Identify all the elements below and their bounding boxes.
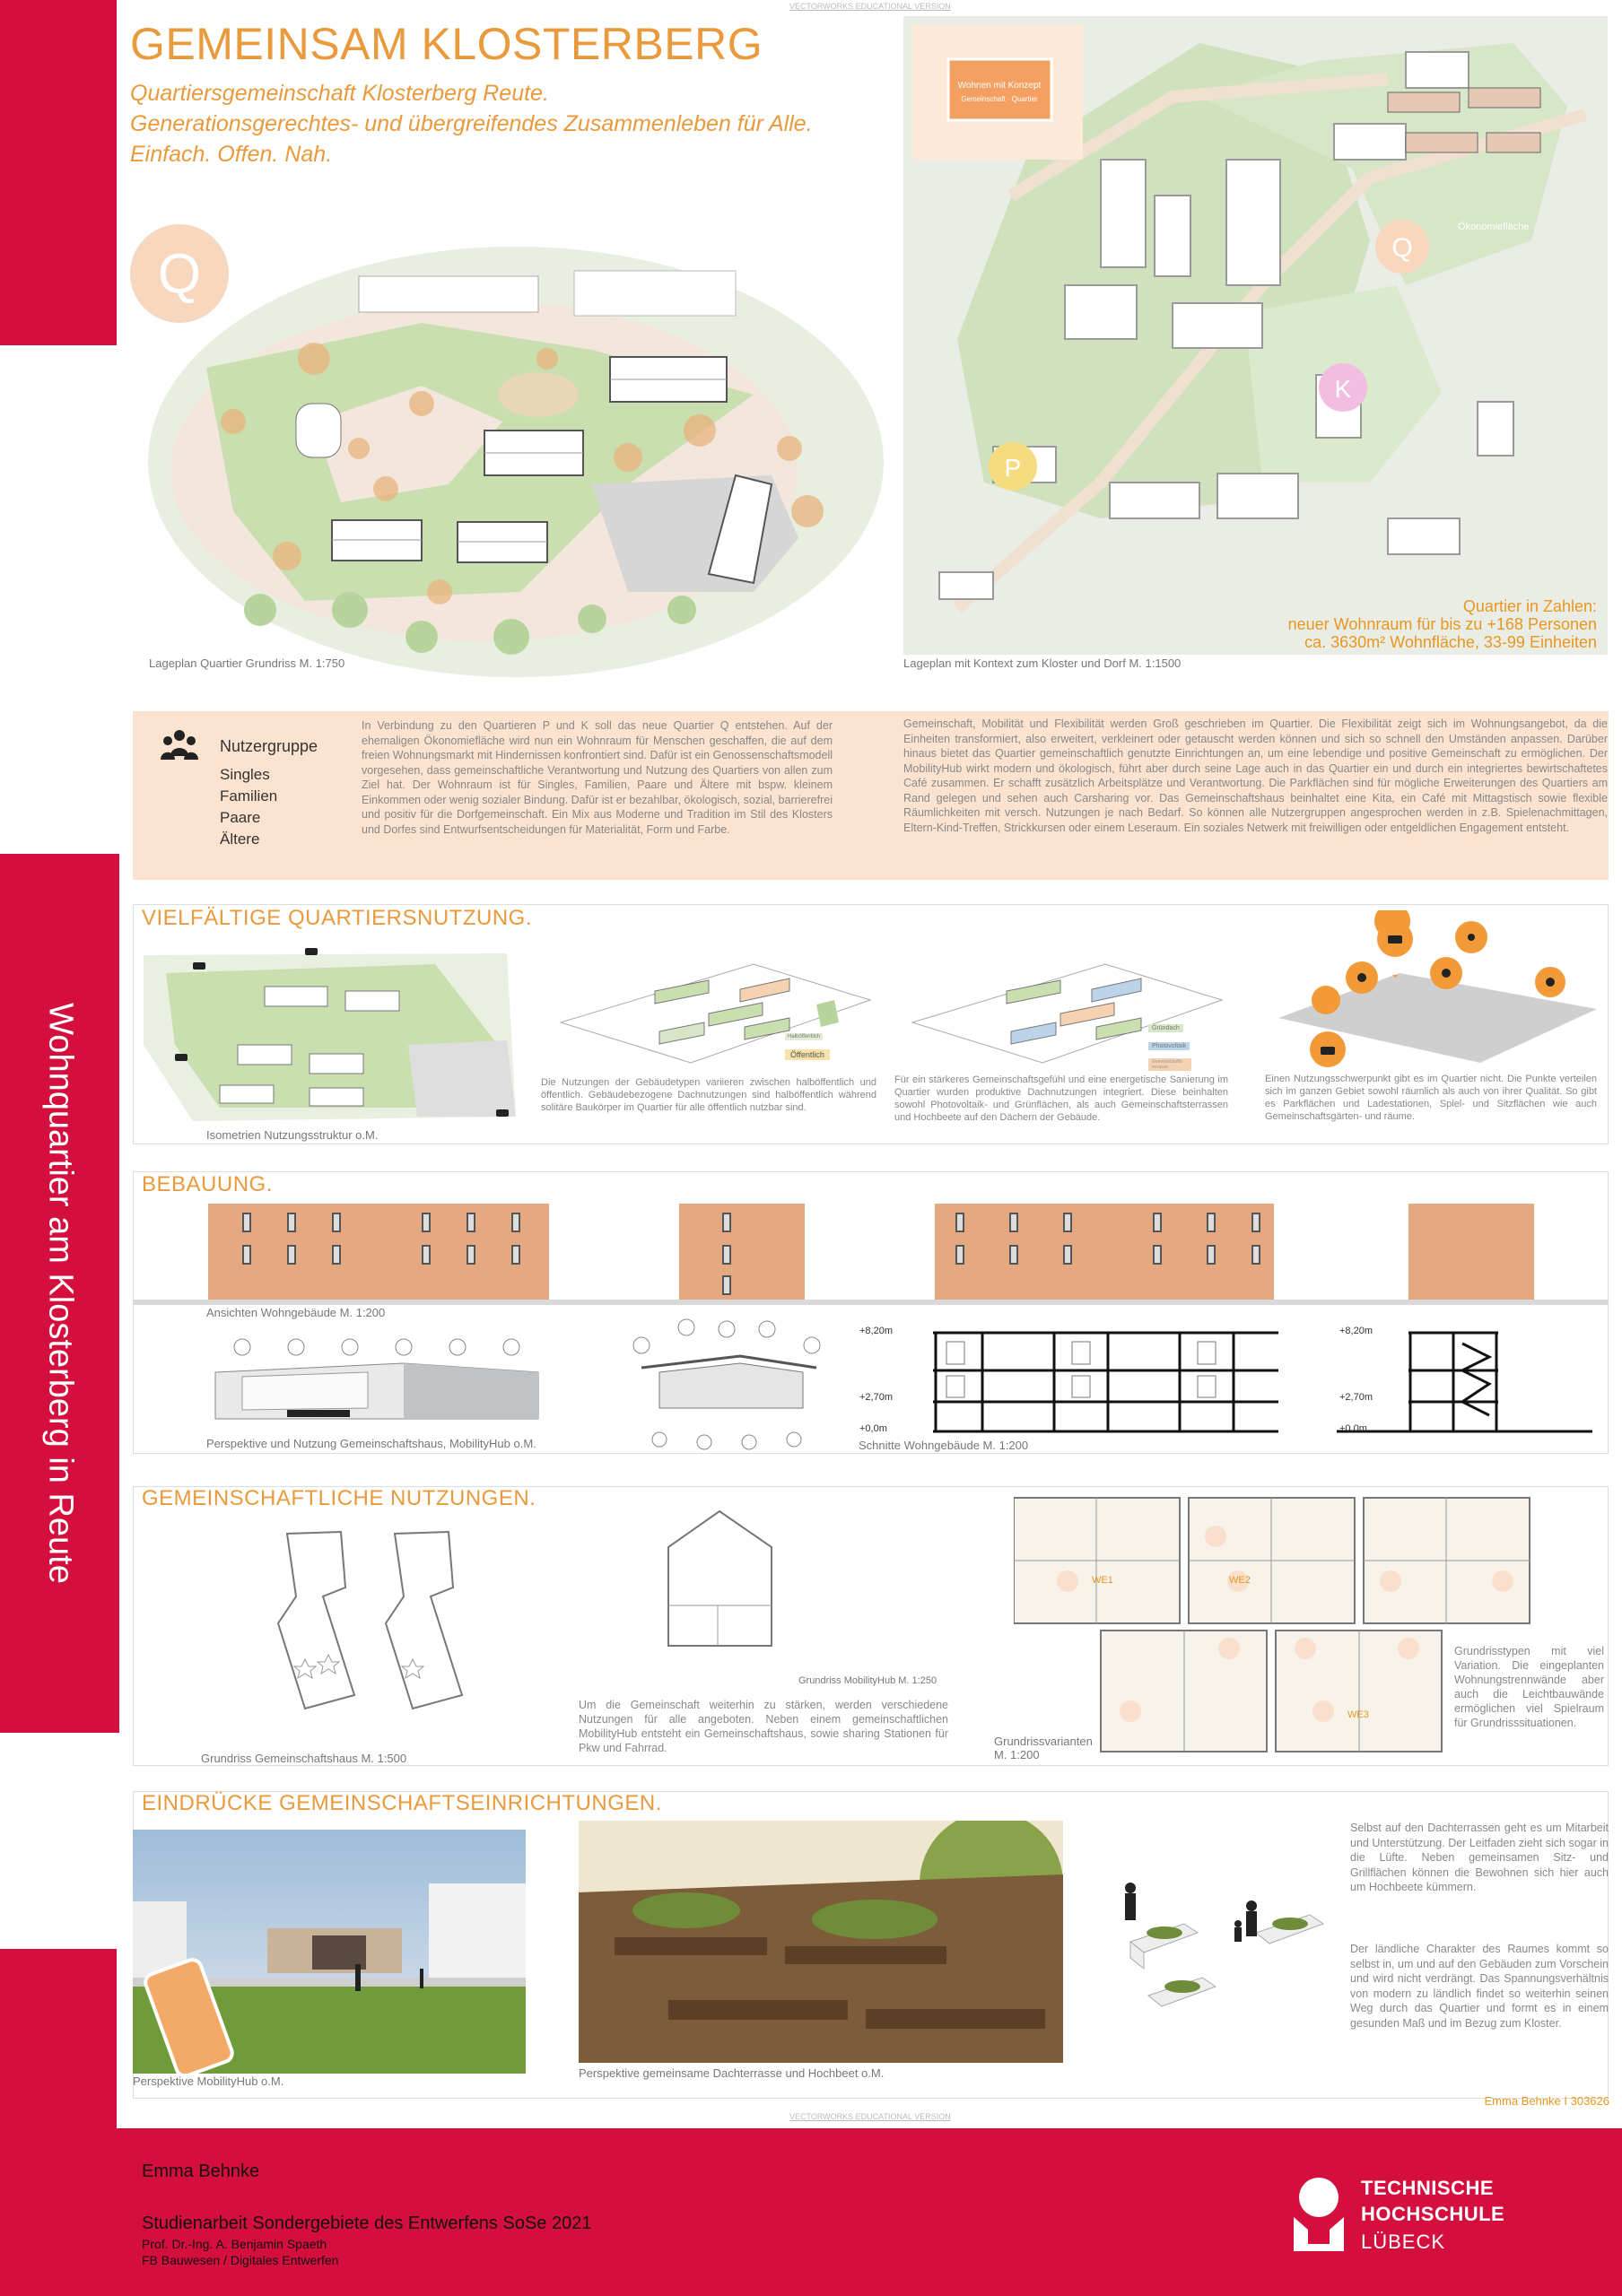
- render-roof-terrace: [579, 1821, 1063, 2063]
- section-impressions-title: EINDRÜCKE GEMEINSCHAFTSEINRICHTUNGEN.: [142, 1791, 662, 1815]
- concept-sub: Gemeinschaft · Quartier: [961, 95, 1038, 103]
- badge-q-right: Q: [1391, 233, 1413, 263]
- section-building-title: BEBAUUNG.: [142, 1172, 273, 1196]
- level-8-20-b: +8,20m: [1339, 1326, 1373, 1336]
- unit-we2-a: WE2: [1229, 1575, 1251, 1586]
- usage-text-1: Die Nutzungen der Gebäudetypen variieren zwischen halböffentlich und öffentlich. Gebäudebezogene Dachnutzungen sind halböffentlich während solitäre Baukörper im Quartier für alle öffentlich nutzbar sind.: [541, 1077, 876, 1113]
- section-usage-title: VIELFÄLTIGE QUARTIERSNUTZUNG.: [142, 906, 533, 930]
- watermark-bottom: VECTORWORKS EDUCATIONAL VERSION: [789, 2112, 951, 2121]
- level-0-a: +0,0m: [859, 1423, 887, 1434]
- elevation-building-2: [679, 1204, 805, 1300]
- group-title: Nutzergruppe: [220, 737, 318, 755]
- legend-b-1: Gründach: [1148, 1024, 1183, 1032]
- iso-poi-map: [1274, 910, 1597, 1072]
- oekonomie-label: Ökonomiefläche: [1458, 222, 1530, 232]
- impressions-text-a: Selbst auf den Dachterrassen geht es um Mitarbeit und Unterstützung. Der Leitfaden zieht sich sogar in die Lüfte. Neben gemeinsamen Sitz- und Grillflächen können die Bewohnen sich hier auch um Hochbeete kümmern.: [1350, 1822, 1609, 1893]
- level-2-70-b: +2,70m: [1339, 1392, 1373, 1403]
- badge-q-left: Q: [157, 243, 202, 305]
- footer-author: Emma Behnke: [142, 2161, 260, 2181]
- site-plan-quartier: [126, 215, 897, 682]
- legend-b-3: Gemeinschafts-terrasse: [1148, 1058, 1191, 1071]
- group-4: Ältere: [220, 831, 260, 848]
- watermark-top: VECTORWORKS EDUCATIONAL VERSION: [789, 2, 951, 11]
- plan-mobilityhub: [664, 1507, 776, 1650]
- caption-render-2: Perspektive gemeinsame Dachterrasse und Hochbeet o.M.: [579, 2066, 885, 2080]
- ground-line: [133, 1300, 1609, 1305]
- elevation-building-3: [935, 1204, 1274, 1300]
- legend-b-2: Photovoltaik: [1148, 1042, 1190, 1050]
- group-2: Familien: [220, 787, 278, 804]
- iso-usage-map: [139, 937, 520, 1126]
- caption-mobilityhub: Grundriss MobilityHub M. 1:250: [798, 1675, 937, 1686]
- caption-site-plan-quartier: Lageplan Quartier Grundriss M. 1:750: [149, 657, 345, 670]
- unit-we3-a: WE3: [1347, 1709, 1369, 1720]
- page-title: GEMEINSAM KLOSTERBERG: [130, 19, 763, 69]
- legend-a-2: Öffentlich: [785, 1049, 830, 1060]
- plan-community-house: [269, 1525, 502, 1713]
- people-icon: [160, 727, 199, 763]
- elevation-building-4: [1408, 1204, 1534, 1300]
- facts-line-1: neuer Wohnraum für bis zu +168 Personen: [1287, 615, 1597, 633]
- mobilityhub-text: Um die Gemeinschaft weiterhin zu stärken, werden verschiedene Nutzungen für alle angeboten. Neben einem gemeinschaftlichen MobilityHub entsteht ein Gemeinschaftshaus, sowie sharing Stationen für Pkw und Fahrrad.: [579, 1699, 948, 1754]
- subtitle-1: Quartiersgemeinschaft Klosterberg Reute.: [130, 81, 549, 106]
- iso-roof-usage-b: [908, 937, 1226, 1072]
- caption-elevations: Ansichten Wohngebäude M. 1:200: [206, 1306, 386, 1319]
- caption-render-1: Perspektive MobilityHub o.M.: [133, 2074, 284, 2088]
- section-drawing-2: [1337, 1317, 1592, 1438]
- caption-community-house: Grundriss Gemeinschaftshaus M. 1:500: [201, 1752, 407, 1765]
- caption-perspective: Perspektive und Nutzung Gemeinschaftshaus, MobilityHub o.M.: [206, 1437, 536, 1450]
- section-community-title: GEMEINSCHAFTLICHE NUTZUNGEN.: [142, 1486, 536, 1510]
- elevation-building-1: [208, 1204, 549, 1300]
- usage-text-2: Für ein stärkeres Gemeinschaftsgefühl und eine energetische Sanierung im Quartier wurden produktive Dachnutzungen integriert. Diese beinhalten sowohl Photovoltaik- und Grünflächen, als auch Gemeinschaftsterrassen und Hochbeete auf den Dächern der Gebäude.: [894, 1074, 1228, 1123]
- level-8-20-a: +8,20m: [859, 1326, 893, 1336]
- footer-prof: Prof. Dr.-Ing. A. Benjamin Spaeth: [142, 2237, 327, 2251]
- subtitle-2: Generationsgerechtes- und übergreifendes Zusammenleben für Alle.: [130, 111, 813, 136]
- side-title: Wohnquartier am Klosterberg in Reute: [41, 1003, 80, 1584]
- th-logo-icon: [1290, 2174, 1347, 2253]
- subtitle-3: Einfach. Offen. Nah.: [130, 142, 333, 167]
- level-0-b: +0,0m: [1339, 1423, 1367, 1434]
- perspective-mobilityhub: [624, 1318, 830, 1453]
- legend-a-1: Halböffentlich: [785, 1033, 823, 1040]
- caption-iso-usage: Isometrien Nutzungsstruktur o.M.: [206, 1128, 379, 1142]
- variants-text: Grundrisstypen mit viel Variation. Die eingeplanten Wohnungstrennwände aber auch die Leichtbauwände ermöglichen viel Spielraum für Grundrisssituationen.: [1454, 1645, 1604, 1729]
- logo-line-2: HOCHSCHULE: [1361, 2203, 1505, 2225]
- unit-we1-a: WE1: [1092, 1575, 1113, 1586]
- caption-sections: Schnitte Wohngebäude M. 1:200: [859, 1439, 1029, 1452]
- badge-k: K: [1334, 375, 1352, 403]
- facts-title: Quartier in Zahlen:: [1462, 597, 1597, 615]
- level-2-70-a: +2,70m: [859, 1392, 893, 1403]
- group-1: Singles: [220, 766, 270, 783]
- group-3: Paare: [220, 809, 261, 826]
- caption-variants: Grundrissvarianten M. 1:200: [994, 1735, 1093, 1761]
- info-text-left: In Verbindung zu den Quartieren P und K soll das neue Quartier Q entstehen. Auf der ehemaligen Ökonomiefläche wird nun ein Wohnraum für Menschen geschaffen, die auf dem freien Wohnungsmarkt mit Hindernissen konfrontiert sind. Dafür ist ein Genossenschaftsmodell vorgesehen, dass gemeinschaftliche Verantwortung und Nutzung des Quartiers von allen zum Ziel hat. Der Wohnraum ist für Singles, Familien, Paare und Ältere mit bspw. kleinem Einkommen oder wenig sozialer Bindung. Dafür ist er bezahlbar, ökologisch, sozial, barrierefrei und positiv für die Dorfgemeinschaft. Ein Mix aus Moderne und Tradition im Stil des Klosters und Dorfes sind Entwurfsentscheidungen für Materialität, Form und Farbe.: [362, 719, 833, 836]
- badge-p: P: [1004, 454, 1022, 482]
- footer-course: Studienarbeit Sondergebiete des Entwerfens SoSe 2021: [142, 2213, 592, 2233]
- footer-dept: FB Bauwesen / Digitales Entwerfen: [142, 2253, 339, 2267]
- caption-context-map: Lageplan mit Kontext zum Kloster und Dorf M. 1:1500: [903, 657, 1182, 670]
- section-drawing-1: [857, 1317, 1278, 1438]
- concept-center: Wohnen mit Konzept: [957, 81, 1042, 91]
- context-map: [903, 16, 1608, 655]
- planter-illustration: [1112, 1870, 1346, 2022]
- facts-line-2: ca. 3630m² Wohnfläche, 33-99 Einheiten: [1304, 633, 1597, 651]
- render-mobilityhub: [133, 1830, 526, 2074]
- usage-text-3: Einen Nutzungsschwerpunkt gibt es im Quartier nicht. Die Punkte verteilen sich im ganzen Gebiet sowohl räumlich als auch von ihrer Qualität. So gibt es Parkflächen und Ladestationen, Spiel- und Sitzflächen wie auch Gemeinschaftsgärten- und räume.: [1265, 1074, 1597, 1122]
- red-bar-bottom-left: [0, 1949, 117, 2128]
- red-bar-top: [0, 0, 117, 345]
- perspective-community-house: [206, 1336, 547, 1435]
- logo-line-3: LÜBECK: [1361, 2231, 1446, 2253]
- info-text-right: Gemeinschaft, Mobilität und Flexibilität werden Groß geschrieben im Quartier. Die Flexibilität zeigt sich im Wohnungsangebot, da die Einheiten transformiert, also erweitert, verkleinert oder getauscht werden können und sich so schnell den Umständen anpassen. Darüber hinaus bietet das Quartier gemeinschaftlich genutzte Einrichtungen an, um eine lebendige und positive Gemeinschaft zu ermöglichen. Der MobilityHub wirkt modern und ökologisch, führt aber durch seine Lage auch in das Quartier ein und durch ein integriertes bewirtschaftetes Café zusammen. Er schafft zusätzlich Arbeitsplätze und Verantwortung. Die Parkflächen sind für mögliche Erweiterungen des Quartiers am Rand gelegen und sehen auch Carsharing vor. Das Gemeinschaftshaus beinhaltet eine Kita, ein Café mit Mittagstisch sowie flexible Räumlichkeiten mit versch. Nutzungen je nach Bedarf. So können alle Nutzergruppen angesprochen werden in z.B. Spielenachmittagen, Eltern-Kind-Treffen, Strickkursen oder einem Leseraum. Ein soziales Netwerk mit freiwilligen oder entgeldlichen Engagement entsteht.: [903, 718, 1608, 834]
- credit: Emma Behnke I 303626: [1484, 2094, 1609, 2108]
- logo-line-1: TECHNISCHE: [1361, 2177, 1495, 2199]
- impressions-text-b: Der ländliche Charakter des Raumes kommt so selbst in, um und auf den Gebäuden zum Vorschein und wird nicht verdrängt. Das Spannungsverhältnis von modern zu ländlich findet so weiterhin seinen Weg durch das Quartier und formt es in einem gesunden Maß und im Bezug zum Kloster.: [1350, 1943, 1609, 2030]
